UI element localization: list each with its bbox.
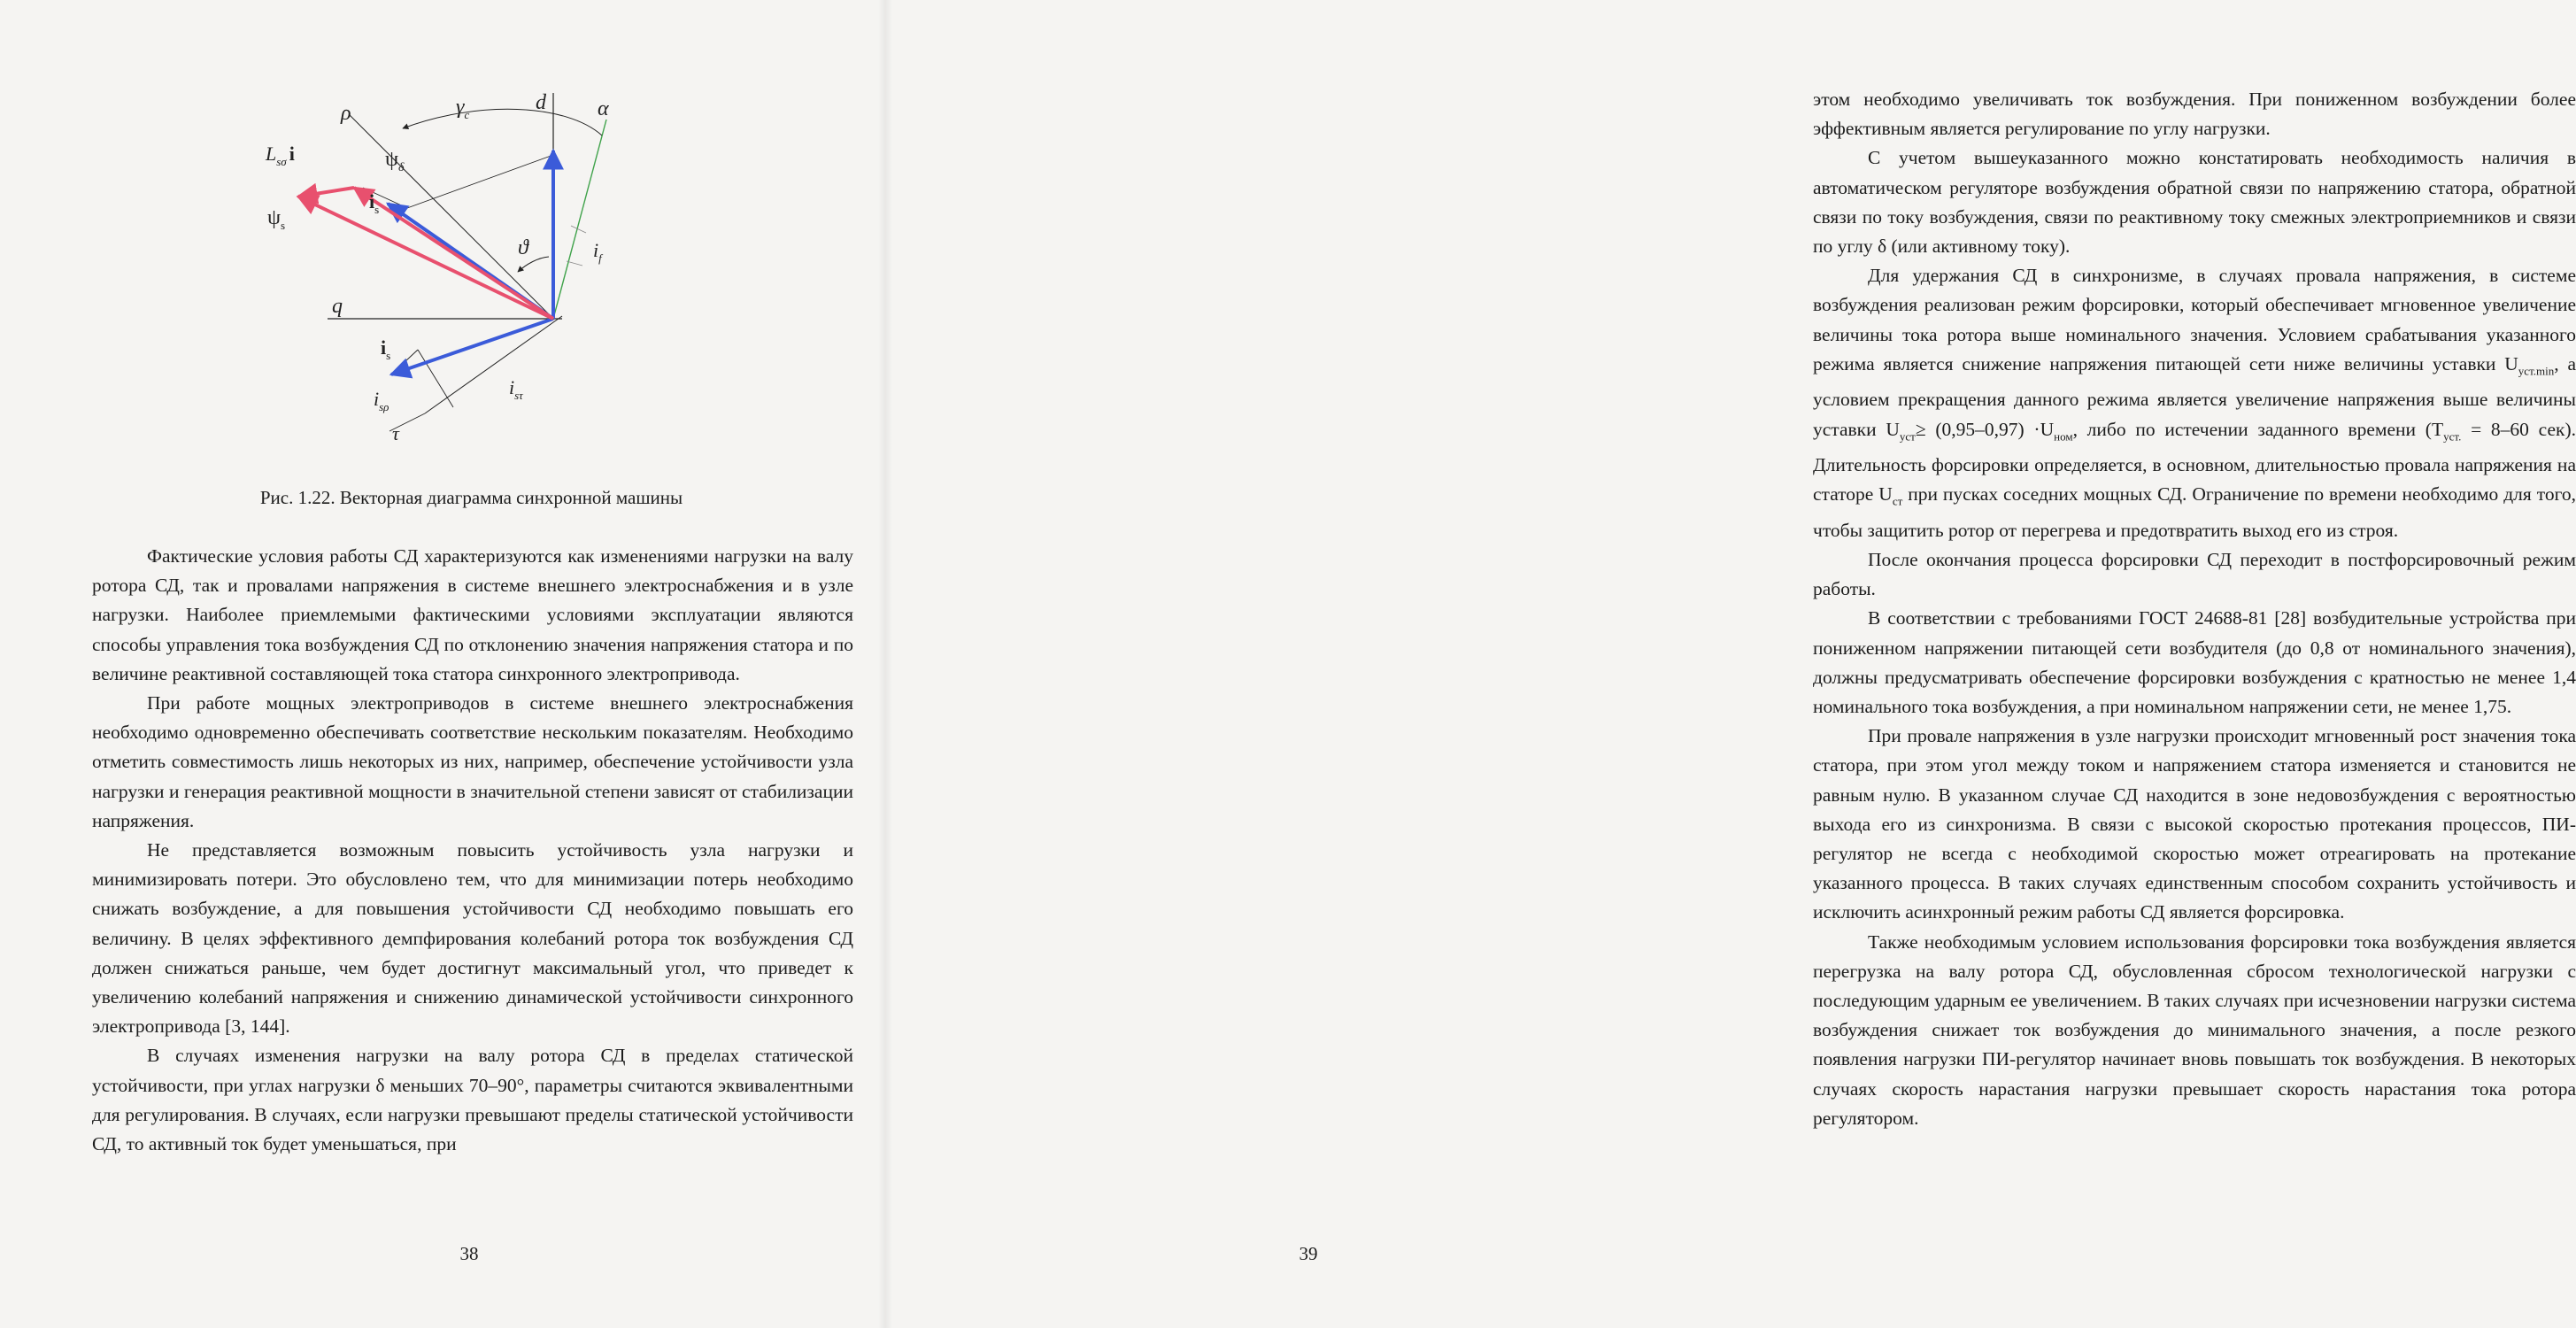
paragraph: В соответствии с требованиями ГОСТ 24688-81 [28] возбудительные устройства при пониженном напряжении питающей сети возбудителя (до 0,8 от номинального значения), должны предусматривать обеспечение форсировки возбуждения с кратностью не менее 1,4 номинального тока возбуждения, а при номинальном напряжении сети, не менее 1,75. <box>1813 607 2576 717</box>
left-page <box>0 0 885 1328</box>
text-run: при пусках соседних мощных СД. Ограничение по времени необходимо для того, чтобы защитить ротор от перегрева и предотвратить выход его из строя. <box>1813 483 2576 541</box>
construction-line-1 <box>407 155 553 208</box>
subscript: ном <box>2054 429 2073 443</box>
paragraph: этом необходимо увеличивать ток возбуждения. При пониженном возбуждении более эффективным является регулирование по углу нагрузки. <box>1813 89 2576 140</box>
label-i-srho-main: i <box>374 388 380 410</box>
label-i-srho <box>374 388 389 413</box>
label-i-s-top-sub: s <box>374 203 380 216</box>
right-page-text <box>1813 85 2576 1133</box>
text-run: = 8–60 сек). Длительность форсировки определяется, в основном, длительностью провала напряжения на статоре U <box>1813 418 2576 506</box>
text-run: , а условием прекращения данного режима является увеличение напряжения выше величины уставки U <box>1813 352 2576 440</box>
paragraph: В случаях изменения нагрузки на валу ротора СД в пределах статической устойчивости, при углах нагрузки δ меньших 70–90°, параметры считаются эквивалентными для регулирования. В случаях, если нагрузки превышают пределы статической устойчивости СД, то активный ток будет уменьшаться, при <box>92 1045 853 1155</box>
label-i-f <box>593 239 604 265</box>
page-number: 39 <box>1299 1243 1318 1264</box>
paragraph: После окончания процесса форсировки СД переходит в постфорсировочный режим работы. <box>1813 548 2576 600</box>
label-i-f-main: i <box>593 239 599 261</box>
label-psi-delta-main: ψ <box>385 148 399 171</box>
i-s-vector <box>391 319 553 374</box>
text-run: , либо по истечении заданного времени (T <box>2072 418 2444 440</box>
paragraph: При работе мощных электроприводов в системе внешнего электроснабжения необходимо одновременно обеспечивать соответствие нескольким показателям. Необходимо отметить совместимость лишь некоторых из них, например, обеспечение устойчивости узла нагрузки и генерация реактивной мощности в значительной степени зависят от стабилизации напряжения. <box>92 692 853 831</box>
label-psi-s-sub: s <box>281 219 286 232</box>
label-i-s-main: i <box>381 336 387 359</box>
label-alpha: α <box>598 97 609 120</box>
alpha-axis <box>553 120 606 319</box>
page-number: 38 <box>459 1243 479 1264</box>
left-page-text <box>92 542 853 1159</box>
i-f-tick <box>571 226 586 233</box>
label-gamma-sub: c <box>464 108 470 121</box>
subscript: уст <box>1899 429 1916 443</box>
paragraph: Фактические условия работы СД характеризуются как изменениями нагрузки на валу ротора СД, так и провалами напряжения в системе внешнего электроснабжения и в узле нагрузки. Наиболее приемлемыми фактическими условиями эксплуатации являются способы управления тока возбуждения СД по отклонению значения напряжения статора и по величине реактивной составляющей тока статора синхронного электропривода. <box>92 545 853 684</box>
i-f-tick-2 <box>567 261 582 266</box>
paragraph-forcing <box>1813 261 2576 545</box>
label-L-main: L <box>266 143 277 165</box>
label-psi-delta <box>385 148 405 174</box>
label-psi-delta-sub: δ <box>398 161 405 174</box>
label-i-stau-sub: sτ <box>514 389 523 402</box>
label-i-s <box>381 336 390 362</box>
l-sigma-i-vector <box>298 188 354 197</box>
label-tau: τ <box>392 422 399 444</box>
tau-axis <box>425 316 562 413</box>
subscript: ст <box>1892 494 1903 508</box>
label-rho: ρ <box>341 102 351 125</box>
label-gamma <box>456 96 469 121</box>
label-theta: ϑ <box>518 236 528 259</box>
rho-axis <box>350 115 553 319</box>
label-L <box>265 143 295 168</box>
subscript: уст. <box>2443 429 2462 443</box>
label-i-stau <box>509 376 524 402</box>
subscript: уст.min <box>2518 364 2555 378</box>
gamma-arc <box>403 109 602 135</box>
label-i-srho-sub: sρ <box>379 400 389 413</box>
label-q: q <box>332 295 343 318</box>
label-i-f-sub: f <box>598 251 602 265</box>
label-i-s-sub: s <box>386 349 391 362</box>
paragraph: С учетом вышеуказанного можно констатировать необходимость наличия в автоматическом регуляторе возбуждения обратной связи по напряжению статора, обратной связи по току возбуждения, связи по реактивному току смежных электроприемников и связи по углу δ (или активному току). <box>1813 147 2576 258</box>
label-d: d <box>536 91 546 114</box>
text-run: Для удержания СД в синхронизме, в случаях провала напряжения, в системе возбуждения реализован режим форсировки, который обеспечивает мгновенное увеличение величины тока ротора выше номинального значения. Условием срабатывания указанного режима является снижение напряжения питающей сети ниже величины уставки U <box>1813 265 2576 374</box>
label-i-stau-main: i <box>509 376 515 398</box>
label-psi-s-main: ψ <box>267 206 282 229</box>
label-i-s-top-main: i <box>369 190 375 212</box>
paragraph: При провале напряжения в узле нагрузки происходит мгновенный рост значения тока статора, при этом угол между током и напряжением статора изменяется и становится не равным нулю. В указанном случае СД находится в зоне недовозбуждения с вероятностью выхода его из синхронизма. В связи с высокой скоростью протекания процессов, ПИ-регулятор не всегда с необходимой скоростью может отреагировать на протекание указанного процесса. В таких случаях единственным способом сохранить устойчивость и исключить асинхронный режим работы СД является форсировка. <box>1813 725 2576 923</box>
label-gamma-main: γ <box>456 96 465 119</box>
label-psi-s <box>267 206 285 232</box>
paragraph: Не представляется возможным повысить устойчивость узла нагрузки и минимизировать потери. Это обусловлено тем, что для минимизации потерь необходимо снижать возбуждение, а для повышения устойчивости СД необходимо повышать его величину. В целях эффективного демпфирования колебаний ротора ток возбуждения СД должен снижаться раньше, чем будет достигнут максимальный угол, что приведет к увеличению колебаний напряжения и снижению динамической устойчивости синхронного электропривода [3, 144]. <box>92 839 853 1038</box>
paragraph: Также необходимым условием использования форсировки тока возбуждения является перегрузка на валу ротора СД, обусловленная сбросом технологической нагрузки с последующим ударным ее увеличением. В таких случаях при исчезновении нагрузки система возбуждения снижает ток возбуждения до минимального значения, а после резкого появления нагрузки ПИ-регулятор начинает вновь повышать ток возбуждения. В некоторых случаях скорость нарастания нагрузки превышает скорость нарастания тока ротора регулятором. <box>1813 930 2576 1129</box>
label-L-sub: sσ <box>276 155 287 168</box>
label-L-i: i <box>289 143 295 165</box>
text-run: ≥ (0,95–0,97) ·U <box>1915 418 2055 440</box>
figure-caption: Рис. 1.22. Векторная диаграмма синхронной машины <box>259 487 683 508</box>
